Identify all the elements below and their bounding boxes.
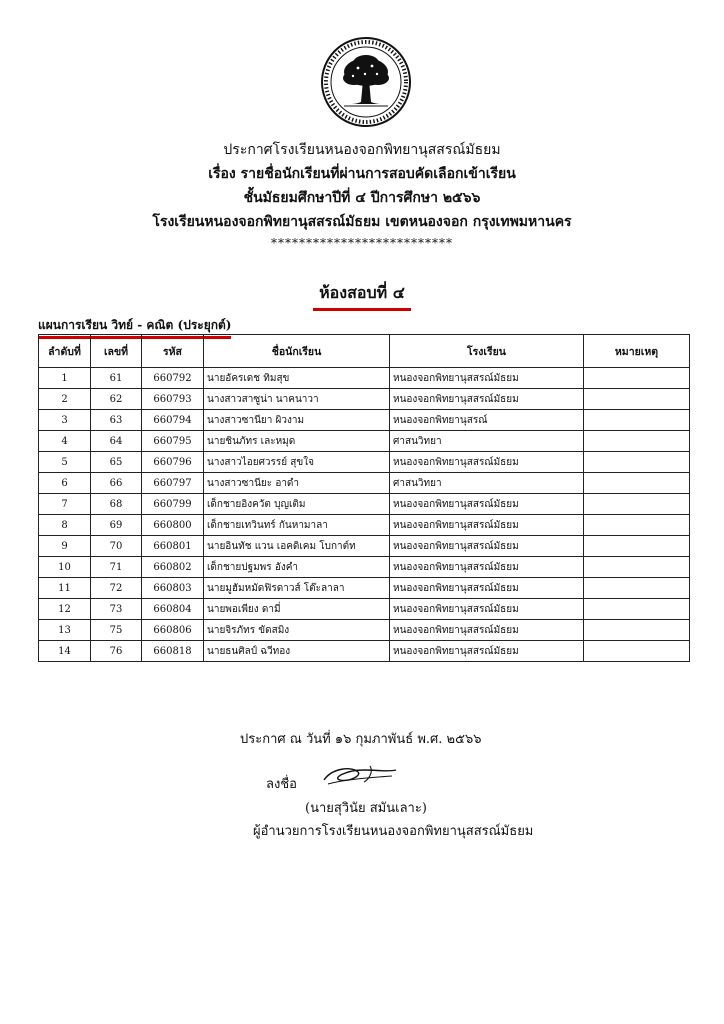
cell-seat: 69 (91, 515, 142, 536)
signer-name: (นายสุวินัย สมันเลาะ) (305, 801, 427, 816)
cell-code: 660806 (142, 620, 204, 641)
cell-seat: 72 (91, 578, 142, 599)
table-row (39, 641, 690, 662)
cell-note (584, 431, 690, 452)
cell-school: หนองจอกพิทยานุสสรณ์มัธยม (390, 389, 584, 410)
cell-order: 3 (39, 410, 91, 431)
room-title-container (0, 281, 724, 311)
table-row (39, 620, 690, 641)
cell-code: 660792 (142, 368, 204, 389)
cell-note (584, 620, 690, 641)
table-row (39, 515, 690, 536)
cell-code: 660796 (142, 452, 204, 473)
cell-code: 660799 (142, 494, 204, 515)
cell-seat: 75 (91, 620, 142, 641)
table-row (39, 410, 690, 431)
header-line-1: ประกาศโรงเรียนหนองจอกพิทยานุสสรณ์มัธยม (223, 142, 501, 158)
table-body (39, 368, 690, 662)
table-row (39, 557, 690, 578)
table-row (39, 368, 690, 389)
cell-name: เด็กชายอิงควัต บุญเติม (204, 494, 390, 515)
cell-order: 6 (39, 473, 91, 494)
col-header-code: รหัส (142, 335, 204, 368)
cell-seat: 70 (91, 536, 142, 557)
cell-order: 4 (39, 431, 91, 452)
cell-school: หนองจอกพิทยานุสสรณ์มัธยม (390, 368, 584, 389)
cell-name: นางสาวสาซูน่า นาคนาวา (204, 389, 390, 410)
signer-position: ผู้อำนวยการโรงเรียนหนองจอกพิทยานุสสรณ์มัธยม (253, 824, 534, 839)
cell-order: 9 (39, 536, 91, 557)
cell-school: หนองจอกพิทยานุสสรณ์มัธยม (390, 641, 584, 662)
announcement-header (0, 138, 724, 252)
cell-code: 660795 (142, 431, 204, 452)
cell-code: 660794 (142, 410, 204, 431)
cell-school: หนองจอกพิทยานุสสรณ์มัธยม (390, 578, 584, 599)
cell-name: นายอัครเดช ทิมสุข (204, 368, 390, 389)
cell-order: 5 (39, 452, 91, 473)
cell-school: ศาสนวิทยา (390, 431, 584, 452)
cell-name: เด็กชายปฐมพร อังคำ (204, 557, 390, 578)
cell-order: 11 (39, 578, 91, 599)
cell-school: หนองจอกพิทยานุสสรณ์มัธยม (390, 599, 584, 620)
cell-name: นางสาวซานียา ผิวงาม (204, 410, 390, 431)
cell-note (584, 389, 690, 410)
cell-note (584, 410, 690, 431)
cell-school: หนองจอกพิทยานุสสรณ์มัธยม (390, 515, 584, 536)
cell-order: 12 (39, 599, 91, 620)
cell-school: หนองจอกพิทยานุสสรณ์มัธยม (390, 494, 584, 515)
cell-note (584, 494, 690, 515)
cell-school: หนองจอกพิทยานุสสรณ์มัธยม (390, 452, 584, 473)
cell-note (584, 473, 690, 494)
cell-name: นายพอเพียง ดามี่ (204, 599, 390, 620)
cell-note (584, 578, 690, 599)
col-header-note: หมายเหตุ (584, 335, 690, 368)
table-row (39, 599, 690, 620)
cell-name: เด็กชายเทวินทร์ กันหามาลา (204, 515, 390, 536)
col-header-school: โรงเรียน (390, 335, 584, 368)
table-header-row (39, 335, 690, 368)
cell-seat: 76 (91, 641, 142, 662)
col-header-name: ชื่อนักเรียน (204, 335, 390, 368)
cell-note (584, 557, 690, 578)
room-title: ห้องสอบที่ ๔ (313, 281, 411, 311)
cell-note (584, 368, 690, 389)
cell-name: นางสาวซานียะ อาดำ (204, 473, 390, 494)
cell-seat: 68 (91, 494, 142, 515)
cell-name: นายธนศิลป์ ฉวีทอง (204, 641, 390, 662)
cell-school: หนองจอกพิทยานุสรณ์ (390, 410, 584, 431)
table-row (39, 494, 690, 515)
cell-order: 7 (39, 494, 91, 515)
cell-seat: 62 (91, 389, 142, 410)
cell-code: 660800 (142, 515, 204, 536)
cell-name: นายอินทัช แวน เอคดิเคม โบกาต์ท (204, 536, 390, 557)
table-row (39, 389, 690, 410)
cell-note (584, 515, 690, 536)
cell-name: นายจิรภัทร ขัดสมิง (204, 620, 390, 641)
header-line-2: เรื่อง รายชื่อนักเรียนที่ผ่านการสอบคัดเลือกเข้าเรียน (208, 166, 516, 182)
cell-order: 13 (39, 620, 91, 641)
director-signature (318, 760, 398, 792)
table-row (39, 452, 690, 473)
table-row (39, 431, 690, 452)
cell-note (584, 599, 690, 620)
header-line-3: ชั้นมัธยมศึกษาปีที่ ๔ ปีการศึกษา ๒๕๖๖ (243, 190, 481, 206)
table-row (39, 473, 690, 494)
cell-order: 14 (39, 641, 91, 662)
cell-note (584, 452, 690, 473)
cell-name: นายมูฮัมหมัดฟิรดาวส์ โต๊ะลาลา (204, 578, 390, 599)
cell-school: ศาสนวิทยา (390, 473, 584, 494)
cell-note (584, 536, 690, 557)
cell-seat: 61 (91, 368, 142, 389)
cell-seat: 71 (91, 557, 142, 578)
cell-order: 10 (39, 557, 91, 578)
table-row (39, 578, 690, 599)
cell-seat: 66 (91, 473, 142, 494)
cell-seat: 65 (91, 452, 142, 473)
cell-code: 660802 (142, 557, 204, 578)
cell-order: 2 (39, 389, 91, 410)
cell-code: 660818 (142, 641, 204, 662)
cell-seat: 64 (91, 431, 142, 452)
cell-code: 660793 (142, 389, 204, 410)
header-separator: ************************** (271, 236, 453, 250)
sign-label: ลงชื่อ (266, 777, 297, 792)
cell-name: นางสาวไอยศวรรย์ สุขใจ (204, 452, 390, 473)
announce-date: ประกาศ ณ วันที่ ๑๖ กุมภาพันธ์ พ.ศ. ๒๕๖๖ (240, 732, 482, 747)
cell-code: 660801 (142, 536, 204, 557)
header-line-4: โรงเรียนหนองจอกพิทยานุสสรณ์มัธยม เขตหนองจอก กรุงเทพมหานคร (152, 214, 572, 230)
student-table (38, 334, 690, 662)
cell-code: 660797 (142, 473, 204, 494)
cell-school: หนองจอกพิทยานุสสรณ์มัธยม (390, 536, 584, 557)
cell-seat: 73 (91, 599, 142, 620)
col-header-seat: เลขที่ (91, 335, 142, 368)
cell-note (584, 641, 690, 662)
cell-code: 660803 (142, 578, 204, 599)
cell-school: หนองจอกพิทยานุสสรณ์มัธยม (390, 557, 584, 578)
cell-school: หนองจอกพิทยานุสสรณ์มัธยม (390, 620, 584, 641)
cell-order: 8 (39, 515, 91, 536)
cell-code: 660804 (142, 599, 204, 620)
cell-order: 1 (39, 368, 91, 389)
cell-seat: 63 (91, 410, 142, 431)
col-header-order: ลำดับที่ (39, 335, 91, 368)
table-row (39, 536, 690, 557)
school-seal-logo (320, 36, 412, 128)
cell-name: นายชินภัทร เละหมุด (204, 431, 390, 452)
plan-label: แผนการเรียน วิทย์ - คณิต (ประยุกต์) (38, 316, 231, 339)
